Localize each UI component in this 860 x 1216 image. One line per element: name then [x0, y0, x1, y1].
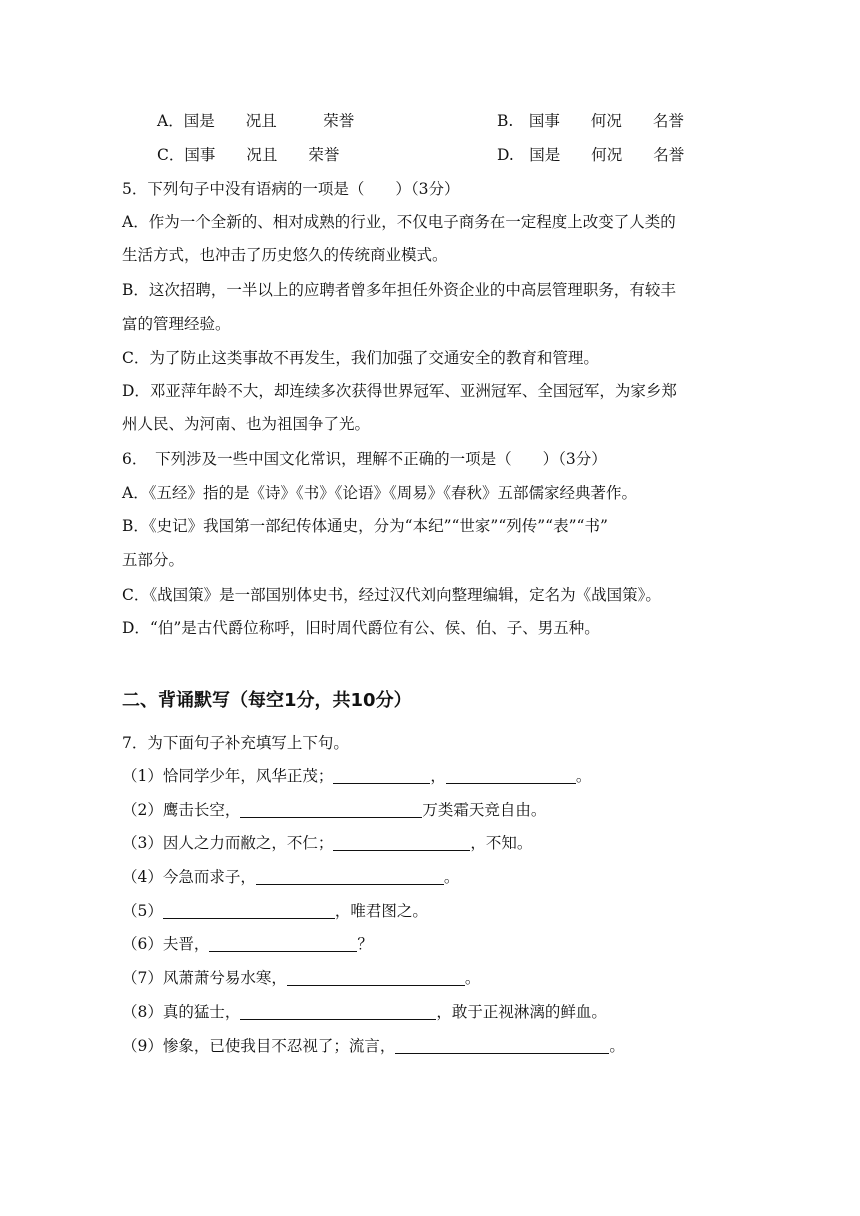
item-number: （6）: [122, 935, 163, 953]
item-prompt: 夫晋，: [162, 935, 210, 953]
item-number: （3）: [122, 834, 163, 852]
q5-option-a-line1: A．作为一个全新的、相对成熟的行业，不仅电子商务在一定程度上改变了人类的: [122, 213, 676, 231]
q5-stem: 5．下列句子中没有语病的一项是（ ）（3分）: [122, 180, 460, 198]
fill-item-9: [122, 1035, 625, 1057]
answer-blank[interactable]: [446, 767, 576, 784]
q5-option-a-line2: 生活方式，也冲击了历史悠久的传统商业模式。: [122, 246, 448, 264]
fill-item-6: [122, 933, 373, 955]
answer-blank[interactable]: [163, 902, 335, 919]
section-heading-recitation: 二、背诵默写（每空1分，共10分）: [122, 690, 412, 711]
item-suffix: 万类霜天竞自由。: [422, 801, 547, 819]
fill-item-7: [122, 967, 480, 989]
item-prompt: 因人之力而敝之，不仁；: [162, 834, 334, 852]
item-prompt: 恰同学少年，风华正茂；: [162, 767, 334, 785]
q5-option-c: C．为了防止这类事故不再发生，我们加强了交通安全的教育和管理。: [122, 349, 599, 367]
q4-option-d: D. 国是 何况 名誉: [497, 146, 685, 164]
item-prompt: 今急而求子，: [162, 868, 256, 886]
q5-option-d-line1: D．邓亚萍年龄不大，却连续多次获得世界冠军、亚洲冠军、全国冠军，为家乡郑: [122, 382, 677, 400]
q5-option-b-line2: 富的管理经验。: [122, 315, 231, 333]
item-number: （2）: [122, 801, 163, 819]
item-number: （4）: [122, 868, 163, 886]
item-number: （5）: [122, 902, 163, 920]
fill-item-5: [122, 900, 428, 922]
fill-item-1: [122, 765, 591, 787]
fill-item-8: [122, 1001, 607, 1023]
item-prompt: 惨象，已使我目不忍视了；流言，: [162, 1037, 396, 1055]
answer-blank[interactable]: [333, 767, 430, 784]
q6-option-b-line1: B．《史记》我国第一部纪传体通史，分为“本纪”“世家”“列传”“表”“书”: [122, 517, 608, 535]
q7-stem: 7．为下面句子补充填写上下句。: [122, 734, 349, 752]
item-prompt: 风萧萧兮易水寒，: [162, 969, 287, 987]
q4-option-c: C．国事 况且 荣誉: [157, 146, 340, 164]
item-suffix: 。: [443, 868, 460, 886]
item-separator: ，: [430, 767, 446, 785]
item-suffix: 。: [609, 1037, 625, 1055]
q6-stem: 6． 下列涉及一些中国文化常识，理解不正确的一项是（ ）（3分）: [122, 450, 607, 468]
q6-option-c: C．《战国策》是一部国别体史书，经过汉代刘向整理编辑，定名为《战国策》。: [122, 586, 661, 604]
answer-blank[interactable]: [287, 969, 465, 986]
q6-option-d: D．“伯”是古代爵位称呼，旧时周代爵位有公、侯、伯、子、男五种。: [122, 619, 600, 637]
item-number: （7）: [122, 969, 163, 987]
item-suffix: ，唯君图之。: [334, 902, 428, 920]
item-prompt: 真的猛士，: [162, 1003, 241, 1021]
answer-blank[interactable]: [209, 935, 357, 952]
q6-option-a: A．《五经》指的是《诗》《书》《论语》《周易》《春秋》五部儒家经典著作。: [122, 484, 637, 502]
answer-blank[interactable]: [240, 801, 422, 818]
item-suffix: 。: [464, 969, 481, 987]
item-suffix: ，敢于正视淋漓的鲜血。: [436, 1003, 607, 1021]
item-number: （9）: [122, 1037, 163, 1055]
item-number: （1）: [122, 767, 163, 785]
item-suffix: 。: [575, 767, 592, 785]
q5-option-b-line1: B．这次招聘，一半以上的应聘者曾多年担任外资企业的中高层管理职务，有较丰: [122, 281, 676, 299]
answer-blank[interactable]: [256, 868, 444, 885]
item-prompt: 鹰击长空，: [162, 801, 241, 819]
q4-option-b: B. 国事 何况 名誉: [497, 112, 684, 130]
item-suffix: ？: [357, 935, 373, 953]
answer-blank[interactable]: [240, 1003, 436, 1020]
q5-option-d-line2: 州人民、为河南、也为祖国争了光。: [122, 415, 371, 433]
q4-option-a: A．国是 况且 荣誉: [157, 112, 355, 130]
q6-option-b-line2: 五部分。: [122, 551, 185, 569]
fill-item-4: [122, 866, 459, 888]
item-suffix: ，不知。: [470, 834, 533, 852]
fill-item-3: [122, 832, 532, 854]
item-number: （8）: [122, 1003, 163, 1021]
answer-blank[interactable]: [333, 834, 470, 851]
fill-item-2: [122, 799, 546, 821]
answer-blank[interactable]: [395, 1037, 609, 1054]
